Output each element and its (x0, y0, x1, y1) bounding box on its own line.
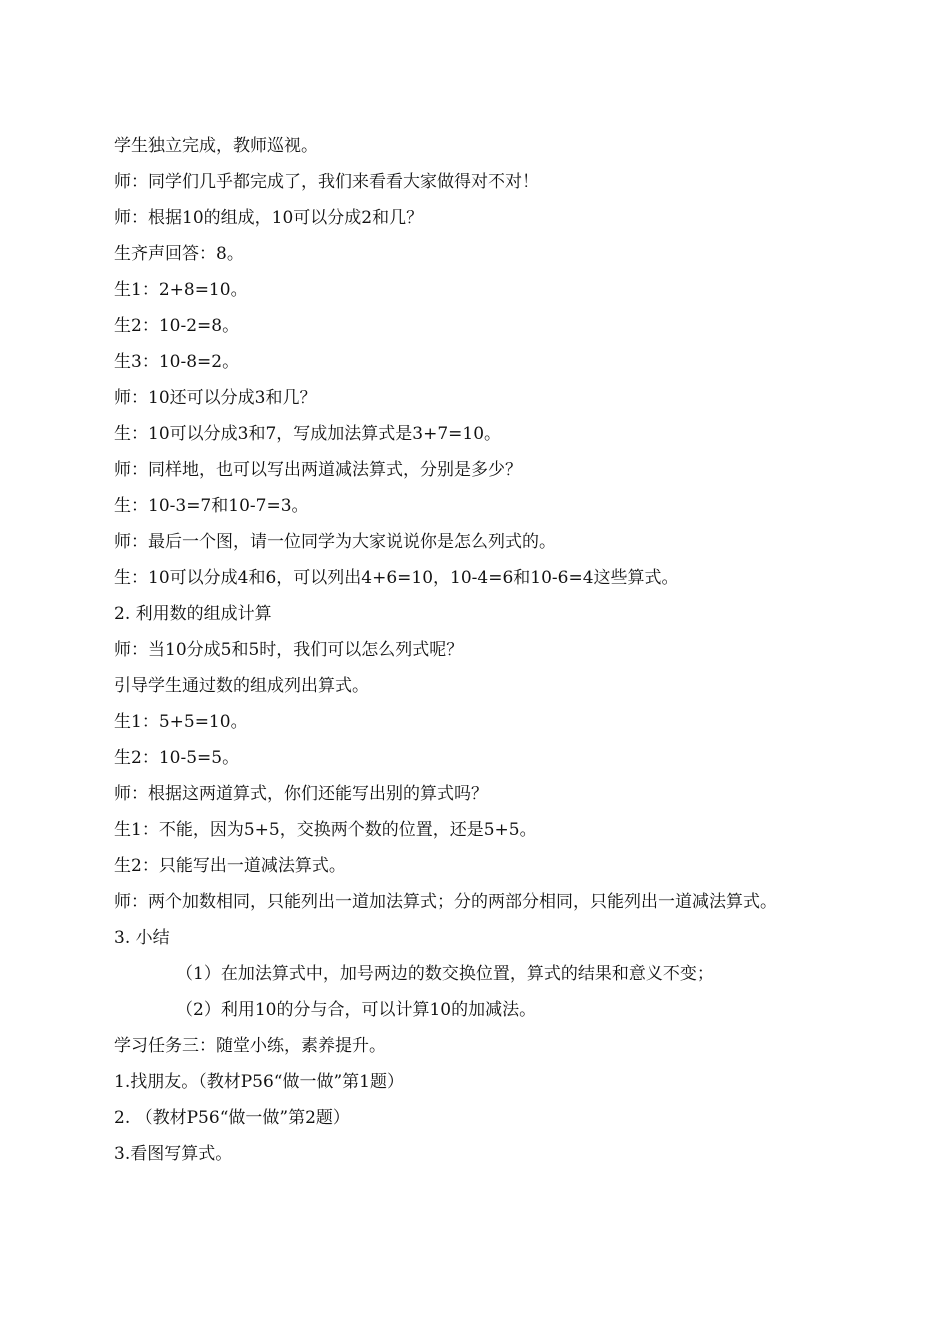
paragraph: 生：10可以分成4和6，可以列出4+6=10，10-4=6和10-6=4这些算式。 (114, 568, 679, 588)
paragraph: 师：两个加数相同，只能列出一道加法算式；分的两部分相同，只能列出一道减法算式。 (114, 892, 777, 912)
paragraph: 生1：不能，因为5+5，交换两个数的位置，还是5+5。 (114, 820, 537, 840)
exercise-item: 3.看图写算式。 (114, 1144, 233, 1164)
paragraph: 师：根据10的组成，10可以分成2和几？ (114, 208, 424, 228)
paragraph: 师：同样地，也可以写出两道减法算式，分别是多少？ (114, 460, 522, 480)
summary-item: （2）利用10的分与合，可以计算10的加减法。 (176, 1000, 537, 1020)
paragraph: 学生独立完成，教师巡视。 (114, 136, 318, 156)
paragraph: 师：当10分成5和5时，我们可以怎么列式呢？ (114, 640, 464, 660)
paragraph: 师：最后一个图，请一位同学为大家说说你是怎么列式的。 (114, 532, 556, 552)
paragraph: 生3：10-8=2。 (114, 352, 240, 372)
paragraph: 师：根据这两道算式，你们还能写出别的算式吗？ (114, 784, 488, 804)
paragraph: 生2：只能写出一道减法算式。 (114, 856, 346, 876)
paragraph: 引导学生通过数的组成列出算式。 (114, 676, 369, 696)
paragraph: 生：10-3=7和10-7=3。 (114, 496, 309, 516)
paragraph: 生齐声回答：8。 (114, 244, 244, 264)
paragraph: 生1：2+8=10。 (114, 280, 248, 300)
paragraph: 生2：10-2=8。 (114, 316, 240, 336)
section-heading: 3. 小结 (114, 928, 170, 948)
paragraph: 师：10还可以分成3和几？ (114, 388, 317, 408)
paragraph: 生2：10-5=5。 (114, 748, 240, 768)
task-heading: 学习任务三：随堂小练，素养提升。 (114, 1036, 386, 1056)
document-body (114, 128, 838, 1172)
exercise-item: 1.找朋友。（教材P56“做一做”第1题） (114, 1072, 404, 1092)
exercise-item: 2. （教材P56“做一做”第2题） (114, 1108, 350, 1128)
section-heading: 2. 利用数的组成计算 (114, 604, 272, 624)
paragraph: 生：10可以分成3和7，写成加法算式是3+7=10。 (114, 424, 502, 444)
summary-item: （1）在加法算式中，加号两边的数交换位置，算式的结果和意义不变； (176, 964, 714, 984)
paragraph: 生1：5+5=10。 (114, 712, 248, 732)
paragraph: 师：同学们几乎都完成了，我们来看看大家做得对不对！ (114, 172, 539, 192)
